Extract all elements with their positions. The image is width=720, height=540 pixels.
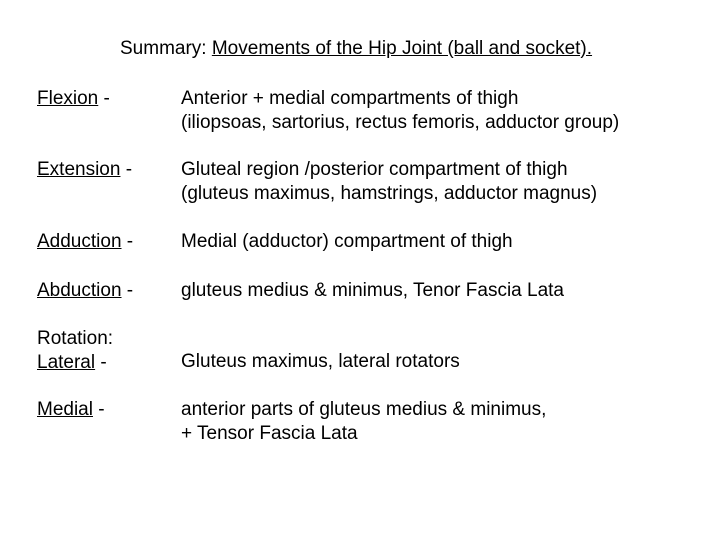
movement-name: Adduction xyxy=(37,231,122,252)
desc-line: (gluteus maximus, hamstrings, adductor magnus) xyxy=(181,183,598,204)
movement-dash: - xyxy=(121,280,134,301)
desc-line: Gluteal region /posterior compartment of thigh xyxy=(181,159,568,180)
rotation-heading: Rotation: xyxy=(37,328,114,349)
desc-line: anterior parts of gluteus medius & minimus, xyxy=(181,399,547,420)
movement-desc-adduction xyxy=(181,230,513,254)
title-text: Movements of the Hip Joint (ball and socket). xyxy=(211,38,593,59)
movement-desc-flexion xyxy=(181,87,619,135)
movement-dash: - xyxy=(92,399,105,420)
movement-label-adduction xyxy=(37,230,133,254)
movement-name: Medial xyxy=(37,399,93,420)
movement-desc-lateral xyxy=(181,350,460,374)
desc-line: (iliopsoas, sartorius, rectus femoris, adductor group) xyxy=(181,112,620,133)
movement-desc-abduction xyxy=(181,279,564,303)
movement-desc-medial xyxy=(181,398,546,446)
movement-dash: - xyxy=(95,352,107,373)
movement-label-medial xyxy=(37,398,105,422)
desc-line: Gluteus maximus, lateral rotators xyxy=(181,351,460,372)
movement-dash: - xyxy=(98,88,110,109)
movement-name: Extension xyxy=(37,159,121,180)
desc-line: gluteus medius & minimus, Tenor Fascia Lata xyxy=(181,280,564,301)
movement-name: Flexion xyxy=(37,88,99,109)
movement-dash: - xyxy=(120,159,133,180)
desc-line: Anterior + medial compartments of thigh xyxy=(181,88,519,109)
movement-name: Lateral xyxy=(37,352,96,373)
movement-desc-extension xyxy=(181,158,597,206)
movement-label-rotation-lateral xyxy=(37,327,113,375)
desc-line: Medial (adductor) compartment of thigh xyxy=(181,231,513,252)
desc-line: + Tensor Fascia Lata xyxy=(181,423,358,444)
movement-name: Abduction xyxy=(37,280,122,301)
page-title xyxy=(120,38,592,60)
movement-dash: - xyxy=(121,231,134,252)
movement-label-extension xyxy=(37,158,132,182)
movement-label-flexion xyxy=(37,87,110,111)
title-prefix: Summary: xyxy=(120,38,212,59)
movement-label-abduction xyxy=(37,279,133,303)
